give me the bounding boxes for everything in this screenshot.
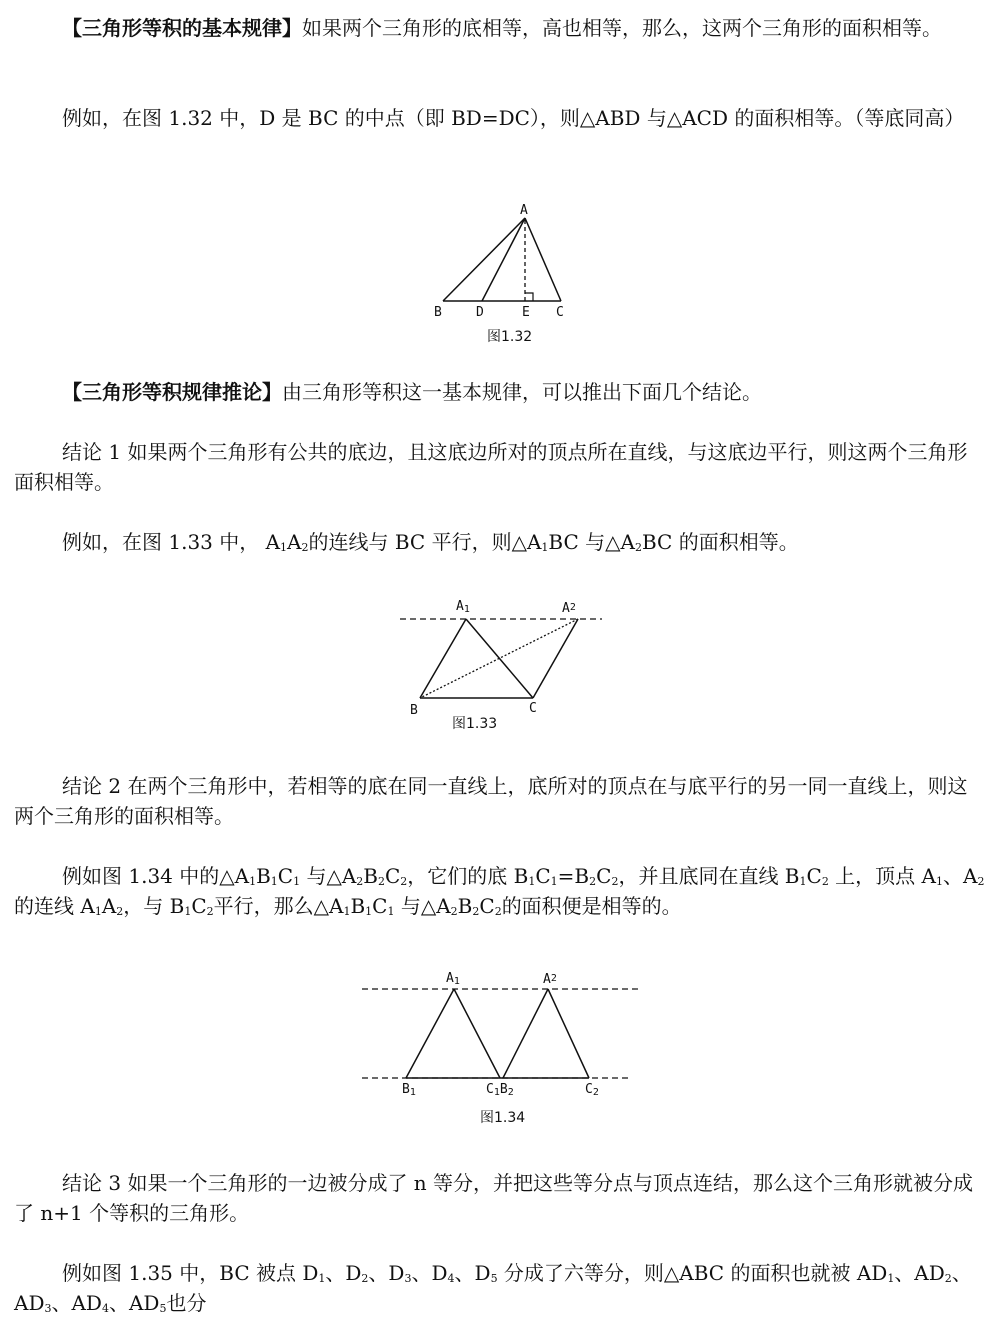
subscript: 2 bbox=[301, 541, 309, 554]
label-b: B bbox=[410, 703, 418, 718]
text-run: 例如图 1.34 中的△A bbox=[62, 864, 250, 888]
paragraph-example-1-33 bbox=[14, 527, 986, 557]
label-a1 bbox=[456, 599, 470, 615]
heading-corollary-rule: 【三角形等积规律推论】 bbox=[62, 380, 282, 404]
line-a2c2 bbox=[548, 989, 589, 1078]
label-a2 bbox=[543, 972, 557, 987]
text-run: 平行，那么△A bbox=[213, 894, 344, 918]
subscript: 2 bbox=[589, 875, 597, 888]
label-c1-main: C bbox=[486, 1082, 494, 1097]
text-run: 、A bbox=[943, 864, 978, 888]
text-run: A bbox=[287, 530, 302, 554]
text-run: C bbox=[384, 864, 401, 888]
text-run: C bbox=[372, 894, 388, 918]
label-a2-sub: 2 bbox=[550, 973, 557, 984]
subscript: 1 bbox=[541, 541, 549, 554]
text-run: C bbox=[596, 864, 612, 888]
paragraph-example-1-35 bbox=[14, 1258, 986, 1318]
label-c1-sub: 1 bbox=[493, 1087, 500, 1098]
text-run: C bbox=[806, 864, 822, 888]
text-run: B bbox=[350, 894, 366, 918]
subscript: 2 bbox=[356, 875, 364, 888]
text-run: 、AD bbox=[108, 1291, 160, 1315]
text-run: 上，顶点 A bbox=[828, 864, 936, 888]
subscript: 1 bbox=[249, 875, 257, 888]
corollary-rule-text: 由三角形等积这一基本规律，可以推出下面几个结论。 bbox=[282, 380, 762, 404]
text-run: 例如图 1.35 中，BC 被点 D bbox=[62, 1261, 319, 1285]
caption-1-33: 图1.33 bbox=[452, 716, 498, 732]
label-a1 bbox=[446, 971, 460, 987]
text-run: 的面积便是相等的。 bbox=[501, 894, 682, 918]
subscript: 1 bbox=[365, 905, 373, 918]
line-ac bbox=[525, 218, 561, 301]
label-a2-main: A bbox=[562, 601, 570, 616]
label-b2-main: B bbox=[499, 1082, 508, 1097]
label-a2-sub: 2 bbox=[569, 602, 576, 613]
label-b2-sub: 2 bbox=[507, 1087, 514, 1098]
paragraph-example-1-34 bbox=[14, 861, 986, 921]
subscript: 2 bbox=[611, 875, 619, 888]
paragraph-conclusion-2: 结论 2 在两个三角形中，若相等的底在同一直线上，底所对的顶点在与底平行的另一同一直线上，则这两个三角形的面积相等。 bbox=[14, 774, 968, 828]
text-run: ，并且底同在直线 B bbox=[618, 864, 800, 888]
text-run: 、D bbox=[454, 1261, 491, 1285]
line-ad bbox=[482, 218, 525, 301]
figure-1-34-svg bbox=[360, 964, 640, 1134]
label-b: B bbox=[434, 305, 442, 320]
subscript: 2 bbox=[206, 905, 214, 918]
subscript: 1 bbox=[528, 875, 536, 888]
text-run: B bbox=[457, 894, 473, 918]
line-a1c bbox=[466, 619, 533, 698]
label-b1-main: B bbox=[402, 1082, 410, 1097]
text-run: 、AD bbox=[51, 1291, 102, 1315]
text-run: C bbox=[535, 864, 551, 888]
paragraph-example-1-32: 例如，在图 1.32 中，D 是 BC 的中点（即 BD=DC），则△ABD 与△ACD 的面积相等。（等底同高） bbox=[62, 106, 965, 130]
label-a1-sub: 1 bbox=[453, 976, 460, 987]
subscript: 2 bbox=[494, 905, 502, 918]
subscript: 2 bbox=[450, 905, 458, 918]
paragraph-conclusion-1: 结论 1 如果两个三角形有公共的底边，且这底边所对的顶点所在直线，与这底边平行，则这两个三角形面积相等。 bbox=[14, 440, 968, 494]
text-run: 、D bbox=[368, 1261, 405, 1285]
paragraph-conclusion-3: 结论 3 如果一个三角形的一边被分成了 n 等分，并把这些等分点与顶点连结，那么这个三角形就被分成了 n+1 个等积的三角形。 bbox=[14, 1171, 974, 1225]
label-a2-main: A bbox=[543, 972, 551, 987]
subscript: 1 bbox=[318, 1272, 326, 1285]
label-a1-main: A bbox=[456, 599, 464, 614]
label-c1b2 bbox=[486, 1082, 514, 1098]
right-angle-mark bbox=[525, 293, 533, 301]
subscript: 1 bbox=[94, 905, 102, 918]
subscript: 1 bbox=[799, 875, 807, 888]
subscript: 5 bbox=[159, 1302, 167, 1315]
text-run: 的连线 A bbox=[14, 894, 95, 918]
text-run: 例如，在图 1.33 中， A bbox=[62, 530, 281, 554]
text-run: C bbox=[479, 894, 495, 918]
caption-1-34: 图1.34 bbox=[480, 1110, 526, 1126]
subscript: 2 bbox=[377, 875, 385, 888]
figure-1-32 bbox=[425, 198, 575, 348]
text-run: 、D bbox=[411, 1261, 448, 1285]
paragraph-corollary-rule bbox=[14, 377, 986, 407]
subscript: 2 bbox=[821, 875, 829, 888]
basic-rule-text: 如果两个三角形的底相等，高也相等，那么，这两个三角形的面积相等。 bbox=[302, 16, 942, 40]
text-run: BC 的面积相等。 bbox=[641, 530, 799, 554]
figure-1-32-svg bbox=[425, 198, 575, 348]
subscript: 3 bbox=[404, 1272, 412, 1285]
subscript: 1 bbox=[270, 875, 278, 888]
text-run: 分成了六等分，则△ABC 的面积也就被 AD bbox=[497, 1261, 888, 1285]
subscript: 1 bbox=[343, 905, 351, 918]
subscript: 1 bbox=[387, 905, 395, 918]
caption-1-32: 图1.32 bbox=[487, 329, 533, 345]
subscript: 2 bbox=[361, 1272, 369, 1285]
label-b1-sub: 1 bbox=[409, 1087, 416, 1098]
text-run: ，它们的底 B bbox=[407, 864, 529, 888]
text-run: 、D bbox=[325, 1261, 362, 1285]
subscript: 5 bbox=[490, 1272, 498, 1285]
text-run: C bbox=[191, 894, 207, 918]
paragraph-basic-rule bbox=[14, 13, 986, 43]
text-run: 与△A bbox=[300, 864, 357, 888]
text-run: BC 与△A bbox=[548, 530, 635, 554]
text-run: ，与 B bbox=[123, 894, 185, 918]
subscript: 2 bbox=[944, 1272, 952, 1285]
subscript: 1 bbox=[887, 1272, 895, 1285]
label-c: C bbox=[529, 701, 537, 716]
subscript: 4 bbox=[101, 1302, 109, 1315]
text-run: A bbox=[101, 894, 117, 918]
subscript: 1 bbox=[293, 875, 301, 888]
subscript: 1 bbox=[184, 905, 192, 918]
subscript: 2 bbox=[116, 905, 124, 918]
line-a1b1 bbox=[406, 989, 454, 1078]
line-a1c1 bbox=[454, 989, 500, 1078]
subscript: 4 bbox=[447, 1272, 455, 1285]
label-d: D bbox=[476, 305, 484, 320]
line-a1b bbox=[420, 619, 466, 698]
text-run: 也分 bbox=[166, 1291, 207, 1315]
text-run: B bbox=[363, 864, 378, 888]
text-run: =B bbox=[557, 864, 590, 888]
line-a2b2 bbox=[503, 989, 548, 1078]
figure-1-33 bbox=[396, 594, 606, 734]
label-c2-sub: 2 bbox=[592, 1087, 599, 1098]
label-a1-sub: 1 bbox=[463, 604, 470, 615]
label-c2-main: C bbox=[585, 1082, 593, 1097]
text-run: 、AD bbox=[14, 1261, 972, 1315]
subscript: 2 bbox=[634, 541, 642, 554]
label-b1 bbox=[402, 1082, 416, 1098]
subscript: 3 bbox=[44, 1302, 52, 1315]
text-run: 的连线与 BC 平行，则△A bbox=[308, 530, 542, 554]
label-a: A bbox=[520, 203, 528, 218]
label-c2 bbox=[585, 1082, 599, 1098]
subscript: 1 bbox=[280, 541, 288, 554]
label-a1-main: A bbox=[446, 971, 454, 986]
subscript: 2 bbox=[400, 875, 408, 888]
label-e: E bbox=[522, 305, 530, 320]
figure-1-33-svg bbox=[396, 594, 606, 734]
heading-basic-rule: 【三角形等积的基本规律】 bbox=[62, 16, 302, 40]
label-a2 bbox=[562, 601, 576, 616]
text-run: 与△A bbox=[394, 894, 451, 918]
subscript: 1 bbox=[550, 875, 558, 888]
line-ab bbox=[443, 218, 525, 301]
subscript: 1 bbox=[936, 875, 943, 888]
figure-1-34 bbox=[360, 964, 640, 1134]
text-run: B bbox=[256, 864, 271, 888]
text-run: C bbox=[277, 864, 294, 888]
subscript: 2 bbox=[977, 875, 985, 888]
text-run: 、AD bbox=[894, 1261, 945, 1285]
label-c: C bbox=[556, 305, 564, 320]
subscript: 2 bbox=[472, 905, 480, 918]
